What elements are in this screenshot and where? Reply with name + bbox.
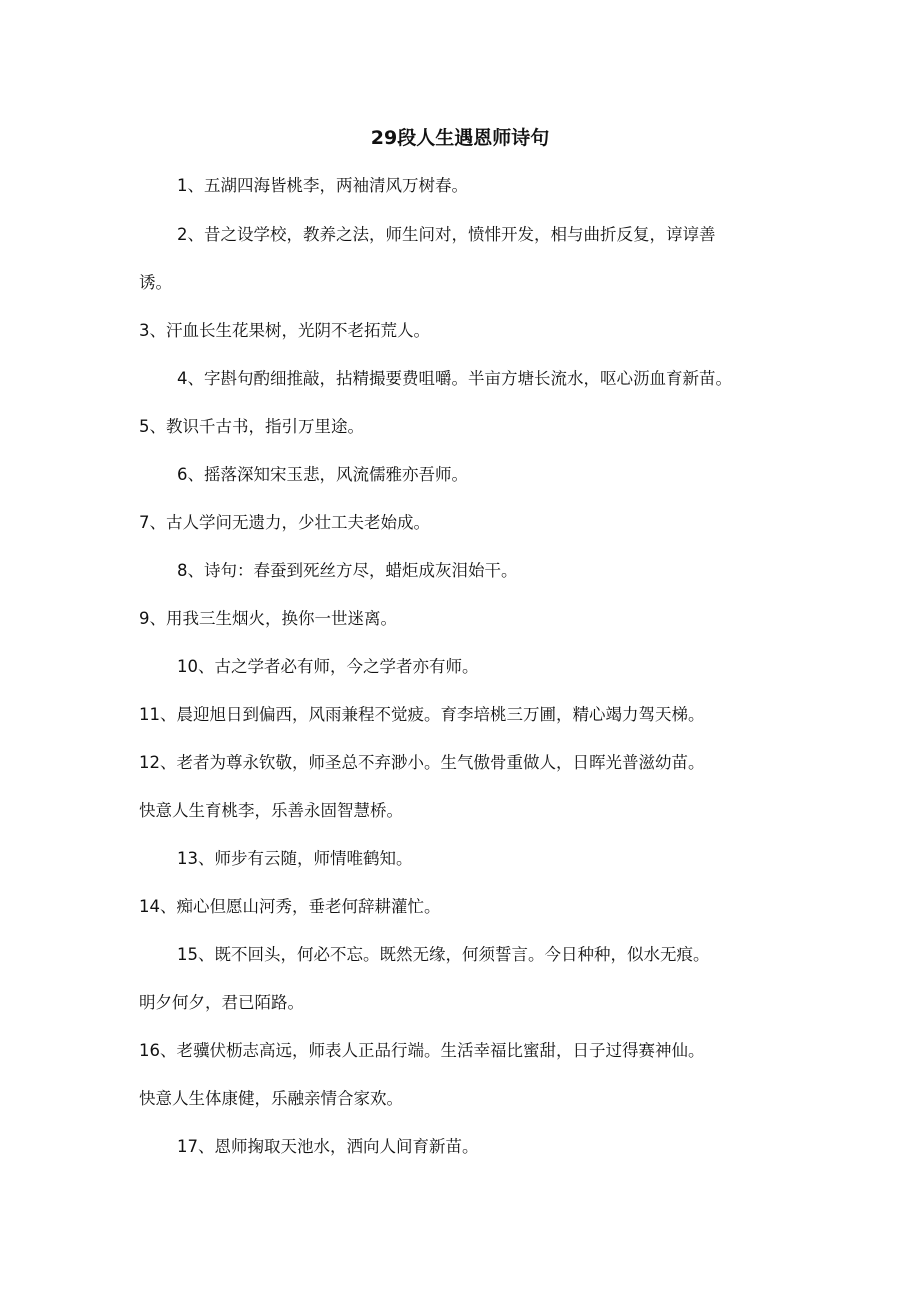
poem-line-12: 12、老者为尊永钦敬，师圣总不弃渺小。生气傲骨重做人，日晖光普滋幼苗。: [139, 753, 705, 772]
poem-line-1: 1、五湖四海皆桃李，两袖清风万树春。: [177, 176, 468, 195]
poem-line-10: 10、古之学者必有师，今之学者亦有师。: [177, 657, 479, 676]
poem-line-7: 7、古人学问无遗力，少壮工夫老始成。: [139, 513, 430, 532]
poem-line-8: 8、诗句：春蚕到死丝方尽，蜡炬成灰泪始干。: [177, 561, 518, 580]
poem-line-15: 15、既不回头，何必不忘。既然无缘，何须誓言。今日种种，似水无痕。: [177, 945, 710, 964]
poem-line-5: 5、教识千古书，指引万里途。: [139, 417, 364, 436]
poem-line-16-continued: 快意人生体康健，乐融亲情合家欢。: [139, 1089, 403, 1108]
poem-line-13: 13、师步有云随，师情唯鹤知。: [177, 849, 413, 868]
poem-line-2: 2、昔之设学校，教养之法，师生问对，愤悱开发，相与曲折反复，谆谆善: [177, 225, 716, 244]
poem-line-14: 14、痴心但愿山河秀，垂老何辞耕灌忙。: [139, 897, 441, 916]
poem-line-4: 4、字斟句酌细推敲，拈精撮要费咀嚼。半亩方塘长流水，呕心沥血育新苗。: [177, 369, 732, 388]
poem-line-6: 6、摇落深知宋玉悲，风流儒雅亦吾师。: [177, 465, 468, 484]
document-title: 29段人生遇恩师诗句: [370, 127, 550, 149]
poem-line-17: 17、恩师掬取天池水，洒向人间育新苗。: [177, 1137, 479, 1156]
poem-line-9: 9、用我三生烟火，换你一世迷离。: [139, 609, 397, 628]
poem-line-15-continued: 明夕何夕，君已陌路。: [139, 993, 304, 1012]
poem-line-12-continued: 快意人生育桃李，乐善永固智慧桥。: [139, 801, 403, 820]
poem-line-16: 16、老骥伏枥志高远，师表人正品行端。生活幸福比蜜甜，日子过得赛神仙。: [139, 1041, 705, 1060]
poem-line-3: 3、汗血长生花果树，光阴不老拓荒人。: [139, 321, 430, 340]
poem-line-2-continued: 诱。: [139, 273, 172, 292]
poem-line-11: 11、晨迎旭日到偏西，风雨兼程不觉疲。育李培桃三万圃，精心竭力驾天梯。: [139, 705, 705, 724]
